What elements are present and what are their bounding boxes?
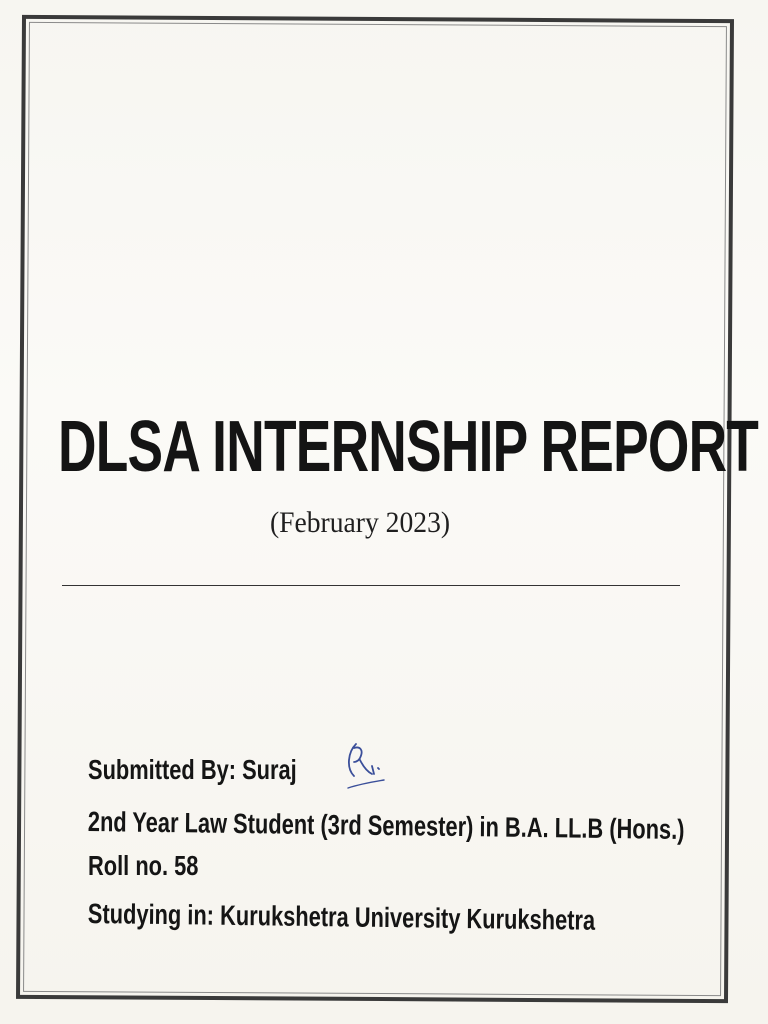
report-title: DLSA INTERNSHIP REPORT bbox=[58, 407, 759, 487]
signature-mark bbox=[342, 738, 390, 794]
report-date: (February 2023) bbox=[269, 506, 451, 539]
institution-line: Studying in: Kurukshetra University Kurukshetra bbox=[87, 898, 596, 936]
horizontal-divider bbox=[62, 585, 680, 586]
submitted-by-line: Submitted By: Suraj bbox=[88, 754, 297, 785]
program-line: 2nd Year Law Student (3rd Semester) in B.A. LL.B (Hons.) bbox=[87, 806, 685, 846]
roll-number-line: Roll no. 58 bbox=[88, 850, 199, 881]
